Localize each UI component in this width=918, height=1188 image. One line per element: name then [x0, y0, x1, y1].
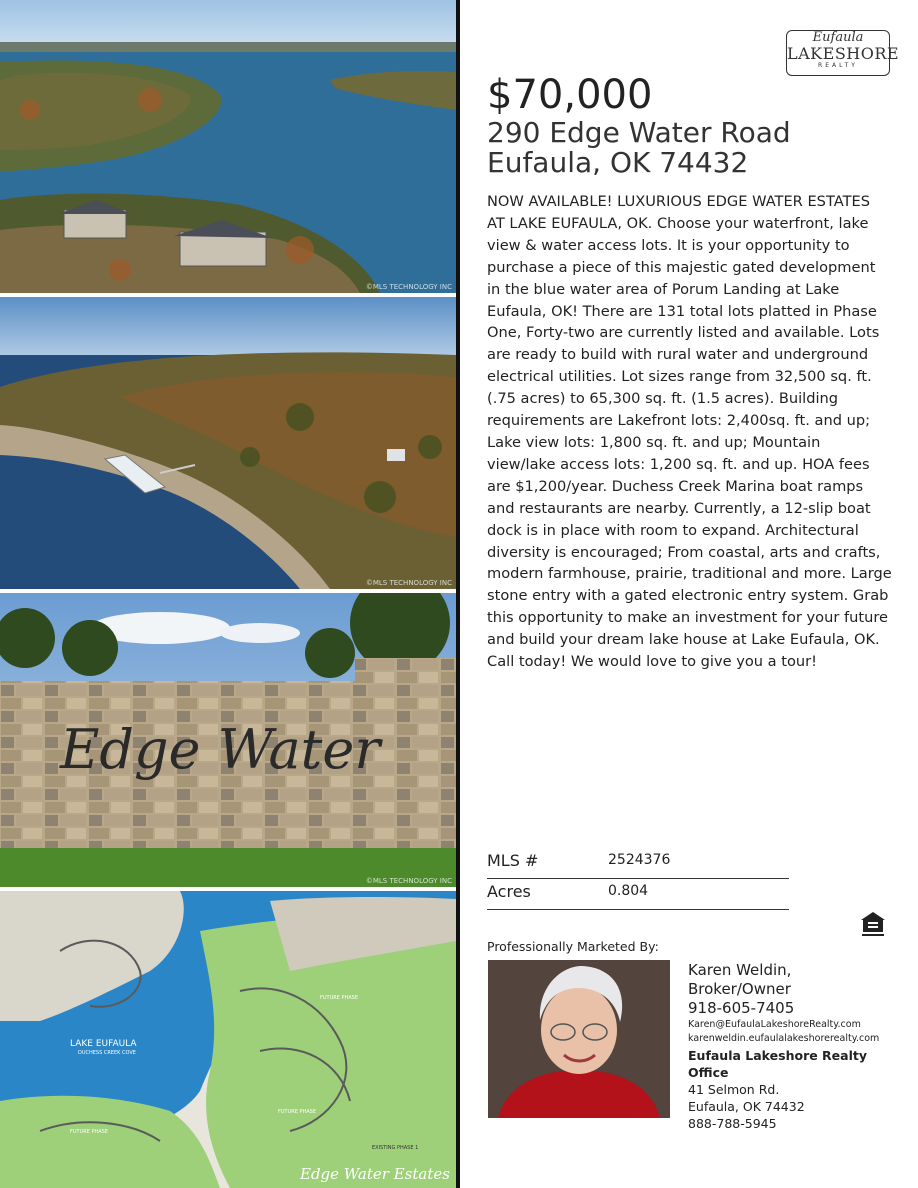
fact-value: 2524376	[608, 852, 671, 868]
fact-value: 0.804	[608, 883, 649, 899]
fact-row-mls	[487, 848, 789, 879]
logo-main-text: LAKESHORE	[787, 44, 900, 63]
agent-email[interactable]: Karen@EufaulaLakeshoreRealty.com	[688, 1019, 861, 1030]
equal-housing-icon	[859, 910, 887, 938]
listing-address	[487, 118, 791, 178]
logo-bottom-text: REALTY	[818, 62, 858, 69]
address-line-1: 290 Edge Water Road	[487, 116, 791, 149]
photo-watermark: ©MLS TECHNOLOGY INC	[365, 283, 452, 291]
photo-column	[0, 0, 456, 1188]
map-existing-phase-label: EXISTING PHASE 1	[372, 1145, 419, 1151]
logo-top-text: Eufaula	[812, 30, 864, 45]
map-cove-label: DUCHESS CREEK COVE	[78, 1050, 136, 1056]
agent-photo	[488, 960, 670, 1118]
map-future-phase-label: FUTURE PHASE	[278, 1109, 317, 1115]
address-line-2: Eufaula, OK 74432	[487, 146, 749, 179]
agent-website[interactable]: karenweldin.eufaulalakeshorerealty.com	[688, 1033, 880, 1044]
photo-plat-map	[0, 891, 456, 1188]
fact-row-acres	[487, 879, 789, 910]
listing-facts	[487, 848, 789, 910]
office-phone[interactable]: 888-788-5945	[688, 1116, 777, 1131]
map-future-phase-label: FUTURE PHASE	[70, 1129, 109, 1135]
photo-watermark: ©MLS TECHNOLOGY INC	[365, 877, 452, 885]
sign-text: Edge Water	[60, 718, 381, 781]
listing-price: $70,000	[487, 72, 653, 118]
office-city: Eufaula, OK 74432	[688, 1099, 805, 1114]
brand-logo	[786, 30, 900, 76]
agent-phone[interactable]: 918-605-7405	[688, 999, 795, 1017]
photo-entry-sign	[0, 593, 456, 887]
map-lake-label: LAKE EUFAULA	[70, 1039, 137, 1049]
listing-description: NOW AVAILABLE! LUXURIOUS EDGE WATER ESTATES AT LAKE EUFAULA, OK. Choose your waterfront, lake view & water access lots. It is your opportunity to purchase a piece of this majestic gated development in the blue water area of Porum Landing at Lake Eufaula, OK! There are 131 total lots platted in Phase One, Forty-two are currently listed and available. Lots are ready to build with rural water and underground electrical utilities. Lot sizes range from 32,500 sq. ft. (.75 acres) to 65,300 sq. ft. (1.5 acres). Building requirements are Lakefront lots: 2,400sq. ft. and up; Lake view lots: 1,800 sq. ft. and up; Mountain view/lake access lots: 1,200 sq. ft. and up. HOA fees are $1,200/year. Duchess Creek Marina boat ramps and restaurants are nearby. Currently, a 12-slip boat dock is in place with room to expand. Architectural diversity is encouraged; From coastal, arts and crafts, modern farmhouse, prairie, traditional and more. Large stone entry with a gated electronic entry system. Grab this opportunity to make an investment for your future and build your dream lake house at Lake Eufaula, OK. Call today! We would love to give you a tour!	[487, 193, 892, 671]
photo-aerial-boat-dock	[0, 297, 456, 589]
map-future-phase-label: FUTURE PHASE	[320, 995, 359, 1001]
office-street: 41 Selmon Rd.	[688, 1082, 780, 1097]
map-title: Edge Water Estates	[300, 1165, 450, 1183]
fact-label: MLS #	[487, 851, 539, 870]
photo-watermark: ©MLS TECHNOLOGY INC	[365, 579, 452, 587]
office-name: Eufaula Lakeshore Realty Office	[688, 1048, 868, 1080]
photo-aerial-lake-homes	[0, 0, 456, 293]
column-divider	[456, 0, 460, 1188]
marketed-by-label: Professionally Marketed By:	[487, 939, 659, 954]
agent-info	[688, 961, 898, 1132]
agent-name: Karen Weldin, Broker/Owner	[688, 961, 792, 998]
fact-label: Acres	[487, 882, 531, 901]
